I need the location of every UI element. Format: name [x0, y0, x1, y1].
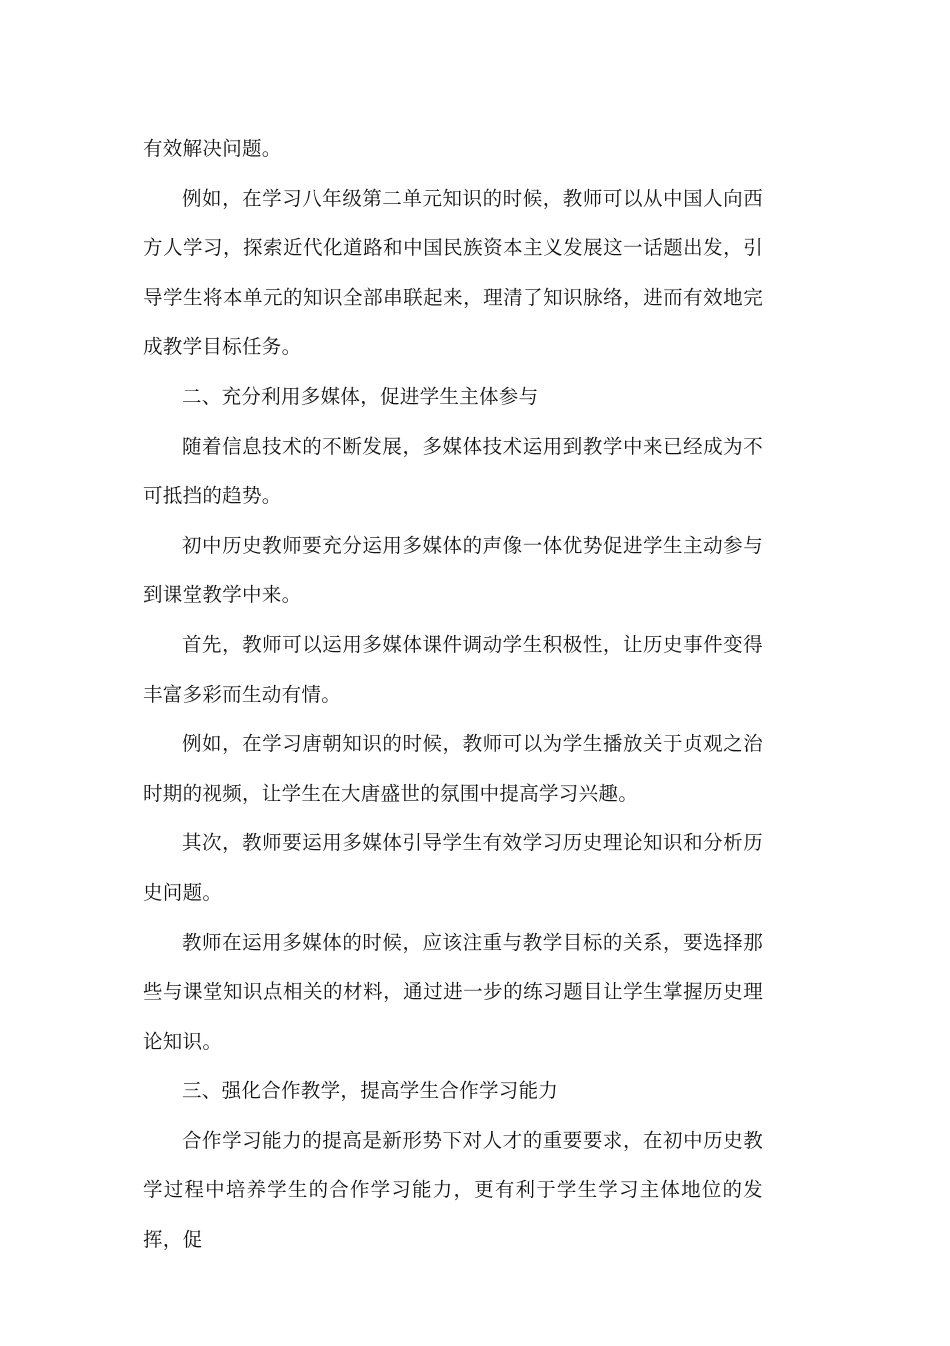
paragraph-first-point: 首先，教师可以运用多媒体课件调动学生积极性，让历史事件变得丰富多彩而生动有情。 [143, 632, 763, 706]
paragraph-continuation: 有效解决问题。 [143, 137, 282, 160]
section-heading-two: 二、充分利用多媒体，促进学生主体参与 [182, 384, 539, 408]
section-heading-three: 三、强化合作教学，提高学生合作学习能力 [182, 1079, 559, 1103]
paragraph-example-unit-two: 例如，在学习八年级第二单元知识的时候，教师可以从中国人向西方人学习，探索近代化道路和中国民族资本主义发展这一话题出发，引导学生将本单元的知识全部串联起来，理清了知识脉络，进而有效地完成教学目标任务。 [143, 186, 763, 359]
document-body [143, 124, 763, 1265]
paragraph-example-tang: 例如，在学习唐朝知识的时候，教师可以为学生播放关于贞观之治时期的视频，让学生在大唐盛世的氛围中提高学习兴趣。 [143, 732, 763, 805]
paragraph-teacher-multimedia: 初中历史教师要充分运用多媒体的声像一体优势促进学生主动参与到课堂教学中来。 [143, 533, 763, 607]
paragraph-material-selection: 教师在运用多媒体的时候，应该注重与教学目标的关系，要选择那些与课堂知识点相关的材料，通过进一步的练习题目让学生掌握历史理论知识。 [143, 930, 763, 1053]
paragraph-second-point: 其次，教师要运用多媒体引导学生有效学习历史理论知识和分析历史问题。 [143, 831, 763, 904]
paragraph-cooperative-learning: 合作学习能力的提高是新形势下对人才的重要要求，在初中历史教学过程中培养学生的合作学习能力，更有利于学生学习主体地位的发挥，促 [143, 1128, 763, 1252]
paragraph-multimedia-trend: 随着信息技术的不断发展，多媒体技术运用到教学中来已经成为不可抵挡的趋势。 [143, 434, 763, 508]
